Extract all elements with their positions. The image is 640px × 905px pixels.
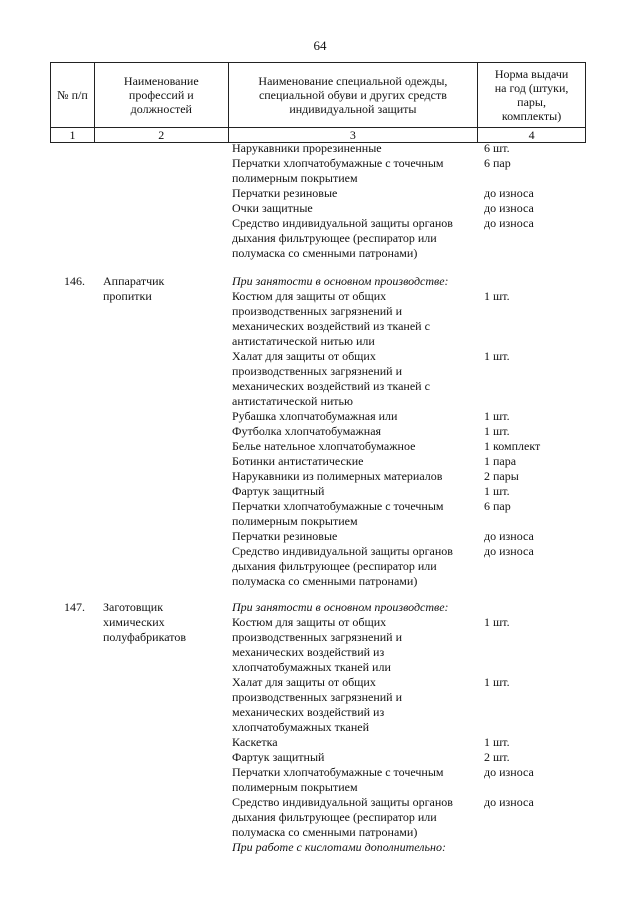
profession-name: химических (103, 615, 165, 629)
condition-heading: При работе с кислотами дополнительно: (232, 840, 446, 854)
norm: 1 шт. (484, 484, 510, 498)
item: хлопчатобумажных тканей (232, 720, 370, 734)
item: механических воздействий из тканей с (232, 319, 430, 333)
norm: до износа (484, 544, 534, 558)
profession-name: Заготовщик (103, 600, 164, 614)
item: хлопчатобумажных тканей или (232, 660, 391, 674)
norm: до износа (484, 186, 534, 200)
item: Фартук защитный (232, 750, 325, 764)
col-number-4: 4 (478, 128, 586, 143)
profession-name: пропитки (103, 289, 152, 303)
item: Перчатки резиновые (232, 529, 338, 543)
item: полимерным покрытием (232, 514, 358, 528)
norm: 1 шт. (484, 424, 510, 438)
item: Ботинки антистатические (232, 454, 364, 468)
norm: 1 шт. (484, 349, 510, 363)
profession-name: Аппаратчик (103, 274, 165, 288)
item: механических воздействий из тканей с (232, 379, 430, 393)
item: полумаска со сменными патронами) (232, 246, 418, 260)
item: производственных загрязнений и (232, 304, 403, 318)
item: Перчатки хлопчатобумажные с точечным (232, 765, 444, 779)
col-number-3: 3 (228, 128, 477, 143)
item: механических воздействий из (232, 645, 385, 659)
profession-name: полуфабрикатов (103, 630, 186, 644)
item: Перчатки хлопчатобумажные с точечным (232, 156, 444, 170)
item: Каскетка (232, 735, 278, 749)
item: антистатической нитью или (232, 334, 375, 348)
item: Средство индивидуальной защиты органов (232, 544, 453, 558)
norm: 6 пар (484, 156, 511, 170)
item: дыхания фильтрующее (респиратор или (232, 810, 437, 824)
item: полимерным покрытием (232, 780, 358, 794)
norm: 1 шт. (484, 409, 510, 423)
item: Средство индивидуальной защиты органов (232, 795, 453, 809)
item: Фартук защитный (232, 484, 325, 498)
item: Халат для защиты от общих (232, 675, 376, 689)
item: Рубашка хлопчатобумажная или (232, 409, 398, 423)
header-col-norm: Норма выдачи на год (штуки, пары, комплекты) (478, 63, 586, 128)
item: Футболка хлопчатобумажная (232, 424, 382, 438)
col-number-2: 2 (94, 128, 228, 143)
col-number-1: 1 (51, 128, 95, 143)
norm: 6 пар (484, 499, 511, 513)
norm: до износа (484, 795, 534, 809)
item: полимерным покрытием (232, 171, 358, 185)
condition-heading: При занятости в основном производстве: (232, 274, 449, 288)
item: полумаска со сменными патронами) (232, 574, 418, 588)
page-number: 64 (313, 38, 327, 53)
norm: 1 пара (484, 454, 517, 468)
norm: 1 шт. (484, 675, 510, 689)
item: Перчатки хлопчатобумажные с точечным (232, 499, 444, 513)
item: Нарукавники из полимерных материалов (232, 469, 443, 483)
header-col-number: № п/п (51, 63, 95, 128)
norm: до износа (484, 216, 534, 230)
item: производственных загрязнений и (232, 630, 403, 644)
item: Очки защитные (232, 201, 313, 215)
norm: до износа (484, 765, 534, 779)
norm: 2 пары (484, 469, 519, 483)
norm: до износа (484, 201, 534, 215)
item: Костюм для защиты от общих (232, 289, 387, 303)
item: дыхания фильтрующее (респиратор или (232, 559, 437, 573)
norm: до износа (484, 529, 534, 543)
header-col-equipment: Наименование специальной одежды, специальной обуви и других средств индивидуальной защиты (228, 63, 477, 128)
item: Халат для защиты от общих (232, 349, 376, 363)
item: полумаска со сменными патронами) (232, 825, 418, 839)
item: Костюм для защиты от общих (232, 615, 387, 629)
item: дыхания фильтрующее (респиратор или (232, 231, 437, 245)
norm: 1 комплект (484, 439, 541, 453)
norm: 1 шт. (484, 615, 510, 629)
item: антистатической нитью (232, 394, 353, 408)
item: Средство индивидуальной защиты органов (232, 216, 453, 230)
item: Белье нательное хлопчатобумажное (232, 439, 416, 453)
norm: 2 шт. (484, 750, 510, 764)
item: Перчатки резиновые (232, 186, 338, 200)
norm: 1 шт. (484, 735, 510, 749)
table-header (50, 62, 586, 143)
item: Нарукавники прорезиненные (232, 141, 382, 155)
item: производственных загрязнений и (232, 364, 403, 378)
entry-number: 147. (64, 600, 85, 614)
item: механических воздействий из (232, 705, 385, 719)
entry-number: 146. (64, 274, 85, 288)
header-col-profession: Наименование профессий и должностей (94, 63, 228, 128)
norm: 6 шт. (484, 141, 510, 155)
norm: 1 шт. (484, 289, 510, 303)
condition-heading: При занятости в основном производстве: (232, 600, 449, 614)
item: производственных загрязнений и (232, 690, 403, 704)
